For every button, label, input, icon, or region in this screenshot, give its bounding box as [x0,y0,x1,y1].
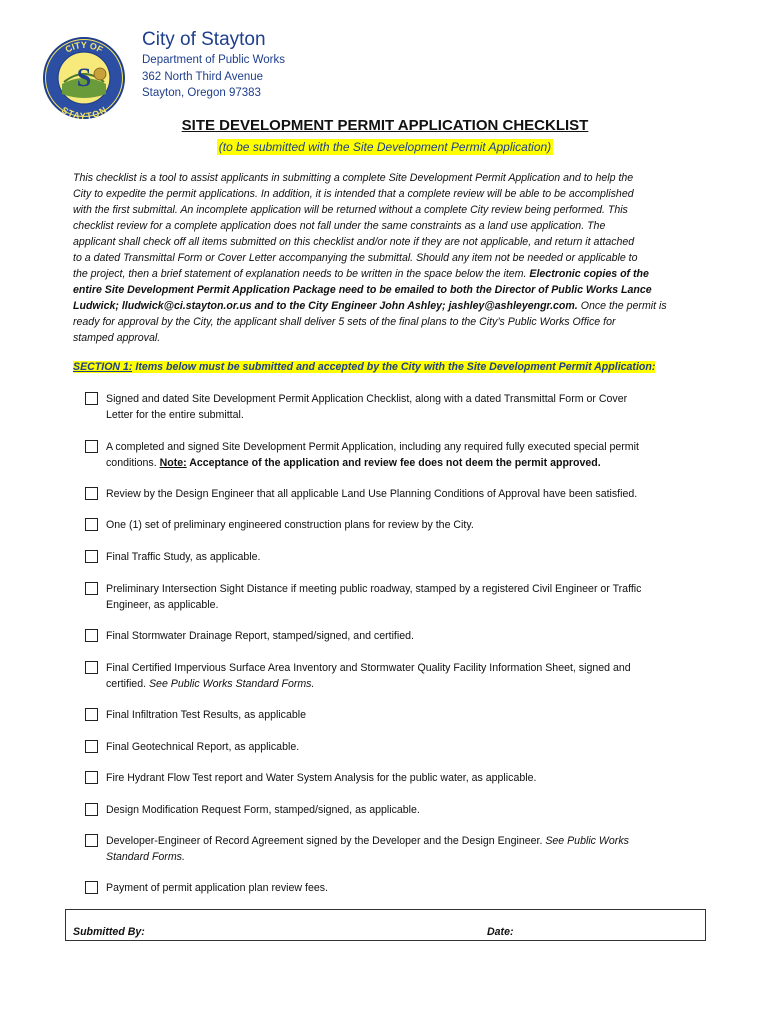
checkbox[interactable] [85,392,98,405]
checkbox[interactable] [85,582,98,595]
section-1-heading [73,360,655,374]
seal-top-text: CITY OF [63,39,105,55]
intro-line: applicant shall check off all items submitted on this checklist and/or note if they are not applicable, and return it attached [73,236,635,248]
item-italic-text: See Public Works [545,835,629,847]
street-address: 362 North Third Avenue [142,70,264,83]
submitted-by-label: Submitted By: [73,926,145,938]
note-text: Acceptance of the application and review fee does not deem the permit approved. [186,457,601,469]
intro-line: stamped approval. [73,332,161,344]
item-text: conditions. [106,457,160,469]
city-state-zip: Stayton, Oregon 97383 [142,87,261,99]
checkbox[interactable] [85,629,98,642]
item-text: Preliminary Intersection Sight Distance if meeting public roadway, stamped by a registered Civil Engineer or Traffic [106,583,642,595]
checkbox[interactable] [85,803,98,816]
intro-line: to a dated Transmittal Form or Cover Letter accompanying the submittal. Should any item not be needed or applicable to [73,252,638,264]
note-label: Note: [159,457,187,469]
item-italic-text: Standard Forms. [106,851,185,863]
intro-bold-text: Ludwick; lludwick@ci.stayton.or.us and to the City Engineer John Ashley; jashley@ashleyengr.com. [73,300,578,312]
city-name: City of Stayton [142,29,266,50]
checkbox[interactable] [85,708,98,721]
item-text: Engineer, as applicable. [106,599,219,611]
item-text: Developer-Engineer of Record Agreement signed by the Developer and the Design Engineer. [106,835,546,847]
city-seal-logo [42,36,126,120]
checkbox[interactable] [85,518,98,531]
item-text: A completed and signed Site Development Permit Application, including any required fully executed special permit [106,441,639,453]
item-text: Signed and dated Site Development Permit Application Checklist, along with a dated Transmittal Form or Cover [106,393,628,405]
intro-text: the project, then a brief statement of explanation needs to be written in the space below the item. [73,268,530,280]
intro-line: with the first submittal. An incomplete application will be returned without a complete City review being performed. This [73,204,628,216]
item-text: Final Geotechnical Report, as applicable. [106,741,300,753]
seal-bottom-text: STAYTON [59,104,109,120]
item-text: One (1) set of preliminary engineered construction plans for review by the City. [106,519,474,531]
item-text: Final Traffic Study, as applicable. [106,551,261,563]
section-1-label: SECTION 1: [73,361,133,373]
item-text: Final Infiltration Test Results, as applicable [106,709,307,721]
checkbox[interactable] [85,487,98,500]
intro-line: checklist review for a complete application does not fall under the same constraints as a land use application. The [73,220,606,232]
item-text: Design Modification Request Form, stamped/signed, as applicable. [106,804,420,816]
intro-paragraph [73,170,701,346]
item-italic-text: See Public Works Standard Forms. [148,678,315,690]
checkbox[interactable] [85,440,98,453]
item-text: Review by the Design Engineer that all applicable Land Use Planning Conditions of Approval have been satisfied. [106,488,638,500]
intro-text: Once the permit is [577,300,667,312]
document-subtitle: (to be submitted with the Site Development Permit Application) [218,140,552,154]
seal-letter: S [76,63,92,92]
signature-box[interactable] [65,909,706,941]
intro-bold-text: entire Site Development Permit Application Package need to be emailed to both the Director of Public Works Lance [73,284,652,296]
intro-line: ready for approval by the City, the applicant shall deliver 5 sets of the final plans to the City’s Public Works Office for [73,316,616,328]
intro-line [73,298,701,314]
item-text: certified. [106,678,149,690]
intro-bold-text: Electronic copies of the [529,268,649,280]
item-text: Final Certified Impervious Surface Area Inventory and Stormwater Quality Facility Information Sheet, signed and [106,662,631,674]
checkbox[interactable] [85,550,98,563]
document-title: SITE DEVELOPMENT PERMIT APPLICATION CHECKLIST [181,117,589,134]
letterhead [142,28,285,102]
department: Department of Public Works [142,54,285,66]
item-text: Final Stormwater Drainage Report, stamped/signed, and certified. [106,630,414,642]
checkbox[interactable] [85,661,98,674]
intro-line [73,266,701,282]
checkbox[interactable] [85,834,98,847]
section-1-text: Items below must be submitted and accepted by the City with the Site Development Permit Application: [132,361,656,373]
item-text: Letter for the entire submittal. [106,409,244,421]
item-text: Payment of permit application plan review fees. [106,882,328,894]
checkbox[interactable] [85,771,98,784]
checkbox[interactable] [85,881,98,894]
intro-line [73,282,701,298]
checkbox[interactable] [85,740,98,753]
date-label: Date: [487,926,514,938]
intro-line: City to expedite the permit applications. In addition, it is intended that a complete review will be able to be accomplished [73,188,634,200]
item-text: Fire Hydrant Flow Test report and Water System Analysis for the public water, as applicable. [106,772,537,784]
intro-line: This checklist is a tool to assist applicants in submitting a complete Site Development Permit Application and to help the [73,172,634,184]
